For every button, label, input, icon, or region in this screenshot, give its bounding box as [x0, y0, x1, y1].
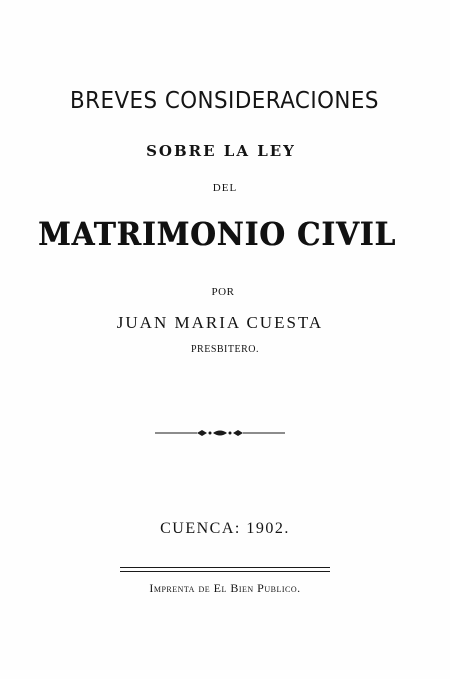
title-line: BREVES CONSIDERACIONES — [70, 88, 379, 114]
by-label: POR — [211, 286, 235, 298]
connector-text: DEL — [212, 182, 238, 194]
imprint-line: Imprenta de El Bien Publico. — [149, 581, 301, 595]
double-rule-top — [120, 567, 330, 568]
author-name: JUAN MARIA CUESTA — [116, 313, 324, 332]
ornament-divider — [155, 427, 285, 439]
author-role: PRESBITERO. — [190, 344, 259, 355]
subtitle: SOBRE LA LEY — [146, 142, 296, 160]
place-and-year: CUENCA: 1902. — [160, 520, 290, 537]
main-title: MATRIMONIO CIVIL — [37, 215, 396, 253]
double-rule-bottom — [120, 571, 330, 572]
